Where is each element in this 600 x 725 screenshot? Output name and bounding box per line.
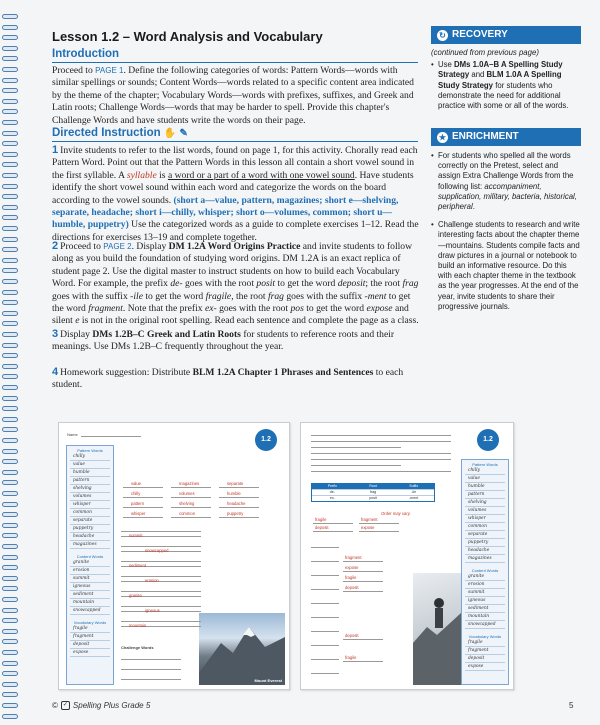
page-number: 5: [569, 701, 574, 710]
table-header: Suffix: [409, 484, 419, 488]
table-row: ex- posit -ment: [312, 495, 434, 501]
spiral-coil: [2, 247, 18, 252]
spiral-coil: [2, 618, 18, 623]
spiral-coil: [2, 226, 18, 231]
directed-instruction-heading: Directed Instruction ✋ ✎: [52, 127, 188, 139]
list-word: fragile: [465, 639, 505, 647]
answer-text: igneous: [145, 608, 160, 613]
answer-text: volumes: [179, 491, 195, 496]
spiral-coil: [2, 311, 18, 316]
spiral-coil: [2, 491, 18, 496]
list-word: shelving: [70, 485, 110, 493]
introduction-text: Proceed to PAGE 1. Define the following categories of words: Pattern Words—words with similar spellings or sounds; Content Words—words related to a specific content area indicated by the theme of the chapter; Vocabulary Words—words with prefixes, suffixes, and Greek and Latin roots; Challenge Words—words that may be harder to spell. Provide this chapter's Challenge Words and have students write the words on their page.: [52, 65, 414, 126]
answer-text: deposit: [345, 633, 359, 638]
spiral-coil: [2, 14, 18, 19]
spiral-coil: [2, 512, 18, 517]
table-header: Prefix: [327, 484, 337, 488]
answer-text: pattern: [131, 501, 145, 506]
spiral-coil: [2, 438, 18, 443]
answer-text: expose: [345, 565, 359, 570]
spiral-coil: [2, 205, 18, 210]
list-word: whisper: [465, 515, 505, 523]
spiral-coil: [2, 417, 18, 422]
enrichment-heading: ★ ENRICHMENT: [431, 128, 581, 146]
list-word: pattern: [465, 491, 505, 499]
list-word: summit: [70, 575, 110, 583]
answer-text: deposit: [315, 525, 329, 530]
answer-text: expose: [361, 525, 375, 530]
answer-text: common: [179, 511, 196, 516]
list-word: deposit: [70, 641, 110, 649]
list-word: shelving: [465, 499, 505, 507]
spiral-coil: [2, 576, 18, 581]
answer-text: deposit: [345, 585, 359, 590]
list-word: fragment: [70, 633, 110, 641]
spiral-coil: [2, 544, 18, 549]
list-word: fragment: [465, 647, 505, 655]
word-list-column: Pattern Words chilly value humble pattern shelving volumes whisper common separate puppetry headache magazines Content Words granite erosion summit igneous sediment mountain snowcapped Vocabulary Words fragile fragment deposit expose: [461, 459, 509, 685]
list-word: pattern: [70, 477, 110, 485]
spiral-coil: [2, 555, 18, 560]
spiral-coil: [2, 565, 18, 570]
spiral-coil: [2, 608, 18, 613]
student-page-2-thumbnail: 1.2 Prefix Root Suffix de- frag -ile ex- posit -ment Order may vary. Pattern Words chilly value humble pattern shelving volumes whisper common separate puppetry headache magazines Content Words granite erosion summit igneous sediment mountain snowcapped Vocabulary Words fragile fragment deposit expose fragile fragment deposit expose fragment expose fragile deposit deposit fragile: [300, 422, 514, 690]
spiral-coil: [2, 152, 18, 157]
spiral-coil: [2, 321, 18, 326]
spiral-coil: [2, 671, 18, 676]
answer-text: summit: [129, 533, 143, 538]
answer-text: humble: [227, 491, 241, 496]
answer-text: fragment: [345, 555, 362, 560]
list-word: igneous: [70, 583, 110, 591]
spiral-coil: [2, 290, 18, 295]
list-word: magazines: [465, 555, 505, 563]
spiral-coil: [2, 25, 18, 30]
spiral-coil: [2, 586, 18, 591]
list-word: expose: [70, 649, 110, 657]
list-word: snowcapped: [70, 607, 110, 615]
answer-text: snowcapped: [145, 548, 169, 553]
answer-text: whisper: [131, 511, 146, 516]
spiral-coil: [2, 661, 18, 666]
hand-icon: ✋: [163, 128, 177, 139]
publisher-logo-icon: ✓: [62, 702, 68, 708]
spiral-coil: [2, 162, 18, 167]
list-word: volumes: [465, 507, 505, 515]
recovery-icon: ↻: [437, 30, 448, 41]
spiral-coil: [2, 396, 18, 401]
list-word: summit: [465, 589, 505, 597]
answer-text: chilly: [131, 491, 141, 496]
spiral-coil: [2, 639, 18, 644]
page-ref: PAGE 1: [95, 66, 124, 75]
list-word: headache: [70, 533, 110, 541]
list-word: sediment: [70, 591, 110, 599]
spiral-coil: [2, 374, 18, 379]
step-2: 2 Proceed to PAGE 2. Display DM 1.2A Word Origins Practice and invite students to follow along as you build the foundation of studying word origins. DM 1.2A is an exact replica of student page 2. Use the digital master to instruct students on how to build each Vocabulary Word. For example, the prefix de- goes with the root posit to get the word deposit; the root frag goes with the suffix -ile to get the word fragile, the root frag goes with the suffix -ment to get the word fragment. Note that the prefix ex- goes with the root pos to get the word expose and silent e is not in the original root spelling. Read each sentence and complete the page as a class.: [52, 240, 419, 327]
list-word: igneous: [465, 597, 505, 605]
spiral-coil: [2, 56, 18, 61]
list-word: value: [70, 461, 110, 469]
spiral-coil: [2, 406, 18, 411]
spiral-coil: [2, 141, 18, 146]
spiral-coil: [2, 682, 18, 687]
answer-text: value: [131, 481, 142, 486]
spiral-coil: [2, 184, 18, 189]
answer-text: shelving: [179, 501, 195, 506]
spiral-coil: [2, 480, 18, 485]
answer-text: sediment: [129, 563, 146, 568]
spiral-coil: [2, 268, 18, 273]
table-header: Root: [369, 484, 377, 488]
list-word: whisper: [70, 501, 110, 509]
list-word: magazines: [70, 541, 110, 549]
list-word: erosion: [70, 567, 110, 575]
list-word: volumes: [70, 493, 110, 501]
spiral-coil: [2, 35, 18, 40]
student-page-1-thumbnail: Name 1.2 Pattern Words chilly value humble pattern shelving volumes whisper common separate puppetry headache magazines Content Words granite erosion summit igneous sediment mountain snowcapped Vocabulary Words fragile fragment deposit expose Challenge Words Mount Everest value magazines separate chilly volumes humble pattern shelving headache whisper common puppetry summit snowcapped sediment erosion granite igneous mountain: [58, 422, 290, 690]
spiral-coil: [2, 353, 18, 358]
recovery-heading: ↻ RECOVERY: [431, 26, 581, 44]
list-word: erosion: [465, 581, 505, 589]
answer-text: mountain: [129, 623, 147, 628]
answer-text: fragile: [345, 655, 357, 660]
word-origins-table: [311, 483, 435, 502]
list-word: value: [465, 475, 505, 483]
list-word: chilly: [465, 467, 505, 475]
spiral-coil: [2, 502, 18, 507]
spiral-coil: [2, 120, 18, 125]
spiral-coil: [2, 459, 18, 464]
spiral-coil: [2, 300, 18, 305]
answer-text: fragment: [361, 517, 378, 522]
spiral-coil: [2, 109, 18, 114]
enrichment-icon: ★: [438, 132, 447, 142]
lesson-badge: 1.2: [477, 429, 499, 451]
list-word: humble: [465, 483, 505, 491]
spiral-coil: [2, 46, 18, 51]
list-word: puppetry: [70, 525, 110, 533]
answer-text: fragile: [345, 575, 357, 580]
list-word: fragile: [70, 625, 110, 633]
list-word: mountain: [465, 613, 505, 621]
list-word: granite: [70, 559, 110, 567]
list-word: common: [465, 523, 505, 531]
step-1: 1 Invite students to refer to the list words, found on page 1, for this activity. Chorally read each Pattern Word. Point out that the Pattern Words in this lesson all contain a short vowel sound in the first syllable. A syllable is a word or a part of a word with one vowel sound. Have students identify the short vowel sound within each word and categorize the words on the board according to the vowel sounds. (short a—value, pattern, magazines; short e—shelving, separate, headache; short i—chilly, whisper; short o—volumes, common; short u—humble, puppetry) Use the categorized words as a guide to complete exercises 1–12. Read the directions for exercises 13–19 and complete together.: [52, 144, 419, 243]
spiral-coil: [2, 343, 18, 348]
introduction-rule: [52, 62, 418, 63]
climber-photo: [413, 573, 461, 685]
spiral-coil: [2, 692, 18, 697]
answer-text: fragile: [315, 517, 327, 522]
answer-text: granite: [129, 593, 142, 598]
spiral-coil: [2, 714, 18, 719]
list-word: puppetry: [465, 539, 505, 547]
spiral-coil: [2, 78, 18, 83]
spiral-coil: [2, 364, 18, 369]
list-word: expose: [465, 663, 505, 671]
mountain-photo: Mount Everest: [199, 613, 285, 685]
spiral-coil: [2, 523, 18, 528]
list-word: humble: [70, 469, 110, 477]
spiral-coil: [2, 173, 18, 178]
spiral-coil: [2, 449, 18, 454]
spiral-coil: [2, 237, 18, 242]
spiral-coil: [2, 533, 18, 538]
lesson-title: Lesson 1.2 – Word Analysis and Vocabulary: [52, 29, 323, 44]
table-row: de- frag -ile: [312, 489, 434, 495]
spiral-coil: [2, 385, 18, 390]
spiral-coil: [2, 67, 18, 72]
footer-brand: © ✓ Spelling Plus Grade 5: [52, 701, 151, 710]
spiral-coil: [2, 470, 18, 475]
list-word: sediment: [465, 605, 505, 613]
spiral-coil: [2, 703, 18, 708]
list-word: separate: [465, 531, 505, 539]
word-list-column: Pattern Words chilly value humble pattern shelving volumes whisper common separate puppetry headache magazines Content Words granite erosion summit igneous sediment mountain snowcapped Vocabulary Words fragile fragment deposit expose: [66, 445, 114, 685]
enrichment-text: • For students who spelled all the words correctly on the Pretest, select and assign Extra Challenge Words from the following list: accompaniment, supplication, military, bacteria, historical, peripheral. • Challenge students to research and write interesting facts about the chapter theme—mountains. Students compile facts and draw pictures in a journal or notebook to build an informative resource. Do this with each chapter theme in the textbook as the year progresses. At the end of the year, invite students to share their progressive journals.: [431, 151, 581, 320]
spiral-coil: [2, 332, 18, 337]
spiral-coil: [2, 597, 18, 602]
list-word: chilly: [70, 453, 110, 461]
list-word: headache: [465, 547, 505, 555]
list-word: granite: [465, 573, 505, 581]
list-word: deposit: [465, 655, 505, 663]
directed-rule: [52, 141, 418, 142]
list-word: separate: [70, 517, 110, 525]
spiral-coil: [2, 194, 18, 199]
spiral-coil: [2, 650, 18, 655]
list-word: common: [70, 509, 110, 517]
answer-text: puppetry: [227, 511, 244, 516]
spiral-coil: [2, 99, 18, 104]
list-word: mountain: [70, 599, 110, 607]
spiral-coil: [2, 629, 18, 634]
spiral-coil: [2, 88, 18, 93]
spiral-coil: [2, 279, 18, 284]
spiral-coil: [2, 427, 18, 432]
spiral-coil: [2, 258, 18, 263]
list-word: snowcapped: [465, 621, 505, 629]
answer-text: erosion: [145, 578, 159, 583]
pencil-icon: ✎: [179, 128, 188, 139]
step-3: 3 Display DMs 1.2B–C Greek and Latin Roots for students to reference roots and their meanings. Use DMs 1.2B–C frequently throughout the year.: [52, 328, 395, 353]
spiral-coil: [2, 131, 18, 136]
answer-text: headache: [227, 501, 246, 506]
answer-text: separate: [227, 481, 244, 486]
introduction-heading: Introduction: [52, 48, 120, 60]
step-4: 4 Homework suggestion: Distribute BLM 1.2A Chapter 1 Phrases and Sentences to each student.: [52, 366, 404, 391]
spiral-coil: [2, 215, 18, 220]
spiral-binding: [0, 0, 22, 725]
answer-text: magazines: [179, 481, 200, 486]
lesson-badge: 1.2: [255, 429, 277, 451]
recovery-text: (continued from previous page) • Use DMs 1.0A–B A Spelling Study Strategy and BLM 1.0A A Spelling Study Strategy for students who demonstrate the need for additional practice with some or all of the words.: [431, 48, 581, 119]
teacher-page: [24, 24, 590, 714]
